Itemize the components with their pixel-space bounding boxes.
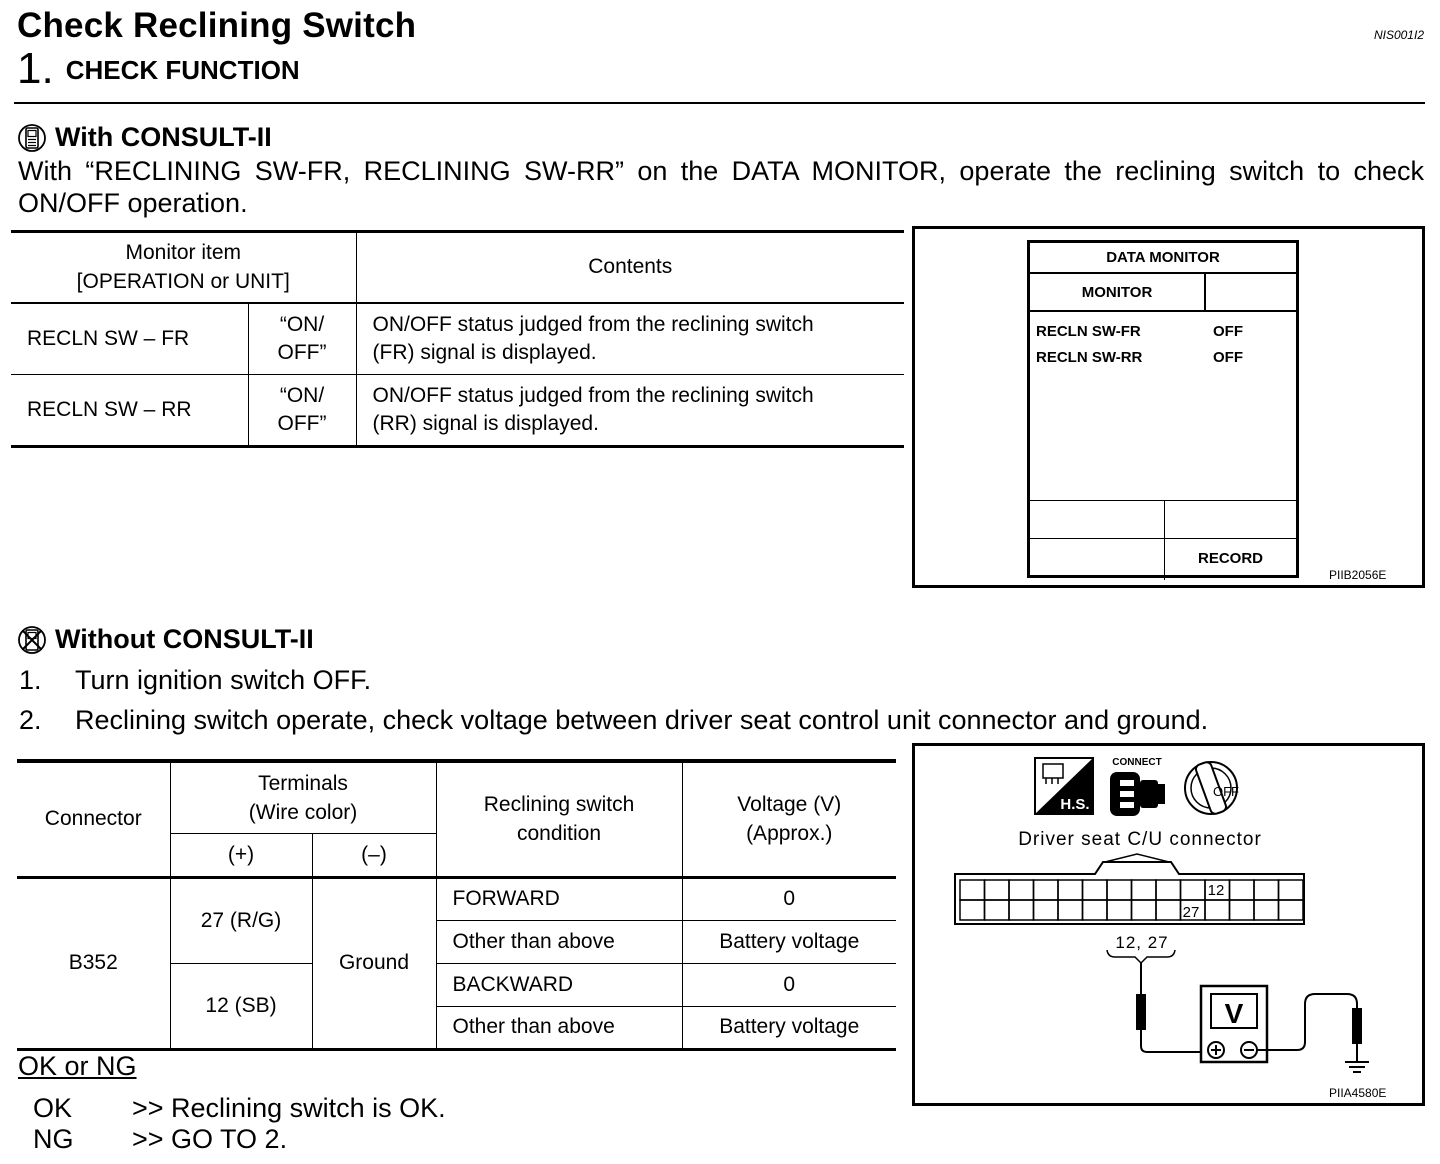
harness-side-icon xyxy=(1035,758,1093,814)
voltage-cell: Battery voltage xyxy=(682,1006,896,1049)
with-consult-heading xyxy=(17,122,272,153)
terminal-plus-cell: 12 (SB) xyxy=(170,963,312,1049)
probe-label: 12, 27 xyxy=(1115,933,1169,952)
unit-line1: “ON/ xyxy=(279,384,325,407)
divider xyxy=(1030,500,1296,501)
without-consult-label: Without CONSULT-II xyxy=(55,624,314,654)
consult-tool-icon xyxy=(17,123,47,153)
doc-id: NIS001I2 xyxy=(1373,28,1424,42)
step-heading xyxy=(17,44,300,94)
connector-figure xyxy=(912,743,1425,1106)
unit-line2: OFF” xyxy=(277,340,327,364)
contents-cell xyxy=(356,303,904,375)
meter-label: V xyxy=(1224,998,1244,1029)
procedure-step xyxy=(19,665,371,696)
connector-cell: B352 xyxy=(17,877,170,1049)
unit-line1: “ON/ xyxy=(279,312,325,336)
without-consult-heading xyxy=(17,624,314,655)
step-text: Turn ignition switch OFF. xyxy=(75,665,372,695)
table-row xyxy=(11,375,904,447)
terminals-header-line2: (Wire color) xyxy=(248,800,358,824)
result-heading: OK or NG xyxy=(18,1051,137,1081)
monitor-item-cell: RECLN SW – FR xyxy=(27,326,190,350)
table-row xyxy=(11,303,904,375)
hs-label: H.S. xyxy=(1060,796,1090,813)
unit-line2: OFF” xyxy=(277,412,327,435)
monitor-item-table xyxy=(11,230,904,448)
monitor-item-name: RECLN SW-RR xyxy=(1036,349,1143,366)
table-row xyxy=(17,877,896,920)
step-text: Reclining switch operate, check voltage between driver seat control unit connector and ground. xyxy=(75,705,1209,735)
procedure-step xyxy=(19,705,1208,736)
condition-cell: BACKWARD xyxy=(436,963,682,1006)
monitor-item-name: RECLN SW-FR xyxy=(1036,323,1141,340)
header-divider xyxy=(14,102,1425,104)
voltage-cell: 0 xyxy=(682,963,896,1006)
plus-header: (+) xyxy=(170,833,312,877)
step-number: 1. xyxy=(17,44,54,93)
terminal-plus-cell: 27 (R/G) xyxy=(170,877,312,963)
off-label: OFF xyxy=(1213,784,1239,799)
minus-header: (–) xyxy=(312,833,436,877)
terminal-minus-cell: Ground xyxy=(312,877,436,1049)
condition-header-line2: condition xyxy=(516,822,602,846)
with-consult-label: With CONSULT-II xyxy=(55,122,272,152)
result-ng xyxy=(33,1124,287,1155)
connector-diagram xyxy=(915,746,1422,1103)
pin-12-label: 12 xyxy=(1207,882,1225,899)
connector-header: Connector xyxy=(17,761,170,877)
contents-cell xyxy=(356,375,904,447)
pin-27-label: 27 xyxy=(1182,904,1200,921)
divider xyxy=(1030,310,1296,312)
condition-cell: Other than above xyxy=(436,920,682,963)
figure-id: PIIA4580E xyxy=(1329,1086,1387,1100)
result-key: OK xyxy=(33,1093,73,1123)
monitor-label: MONITOR xyxy=(1081,284,1153,301)
monitor-item-cell: RECLN SW – RR xyxy=(27,398,192,421)
voltage-header xyxy=(682,761,896,877)
ground-icon xyxy=(1345,1062,1369,1072)
voltage-cell: Battery voltage xyxy=(682,920,896,963)
no-consult-tool-icon xyxy=(17,625,47,655)
divider xyxy=(1204,273,1206,311)
negative-probe xyxy=(1352,1008,1362,1044)
voltage-cell: 0 xyxy=(682,877,896,920)
contents-header: Contents xyxy=(356,232,904,303)
connector-title: Driver seat C/U connector xyxy=(1018,829,1262,850)
step-num: 2. xyxy=(19,705,42,735)
consult-instruction: With “RECLINING SW-FR, RECLINING SW-RR” on the DATA MONITOR, operate the reclining switch to check ON/OFF operation. xyxy=(18,156,1424,218)
page-title: Check Reclining Switch xyxy=(17,6,417,45)
condition-header-line1: Reclining switch xyxy=(483,793,635,817)
voltage-header-line1: Voltage (V) xyxy=(737,793,842,817)
contents-line1: ON/OFF status judged from the reclining switch xyxy=(372,384,814,407)
connect-icon xyxy=(1110,757,1165,816)
monitor-item-value: OFF xyxy=(1213,323,1243,340)
monitor-item-value: OFF xyxy=(1213,349,1243,366)
data-monitor-figure xyxy=(912,226,1425,588)
result-ok xyxy=(33,1093,446,1124)
terminals-header xyxy=(170,761,436,833)
contents-line1: ON/OFF status judged from the reclining switch xyxy=(372,312,814,336)
result-text[interactable]: >> GO TO 2. xyxy=(132,1124,288,1154)
terminals-header-line1: Terminals xyxy=(258,771,348,795)
condition-header xyxy=(436,761,682,877)
connect-label: CONNECT xyxy=(1112,757,1162,768)
unit-cell xyxy=(248,375,356,447)
connector-face xyxy=(955,854,1304,924)
step-num: 1. xyxy=(19,665,42,695)
figure-id: PIIB2056E xyxy=(1329,568,1387,582)
unit-cell xyxy=(248,303,356,375)
voltage-check-table xyxy=(17,759,896,1051)
contents-line2: (FR) signal is displayed. xyxy=(372,340,597,364)
divider xyxy=(1030,538,1296,539)
record-button[interactable]: RECORD xyxy=(1197,550,1263,567)
monitor-item-header-line1: Monitor item xyxy=(125,241,242,265)
monitor-item-header xyxy=(11,232,356,303)
positive-probe xyxy=(1136,994,1146,1030)
contents-line2: (RR) signal is displayed. xyxy=(372,412,599,435)
ignition-off-icon xyxy=(1185,761,1239,815)
condition-cell: FORWARD xyxy=(436,877,682,920)
condition-cell: Other than above xyxy=(436,1006,682,1049)
result-key: NG xyxy=(33,1124,74,1154)
result-text[interactable]: >> Reclining switch is OK. xyxy=(132,1093,446,1123)
data-monitor-title: DATA MONITOR xyxy=(1106,249,1220,266)
divider xyxy=(1164,500,1165,580)
voltage-header-line2: (Approx.) xyxy=(746,822,833,846)
step-label: CHECK FUNCTION xyxy=(65,55,300,85)
data-monitor-screen xyxy=(1027,240,1299,578)
divider xyxy=(1030,272,1296,274)
monitor-item-header-line2: [OPERATION or UNIT] xyxy=(76,270,290,294)
